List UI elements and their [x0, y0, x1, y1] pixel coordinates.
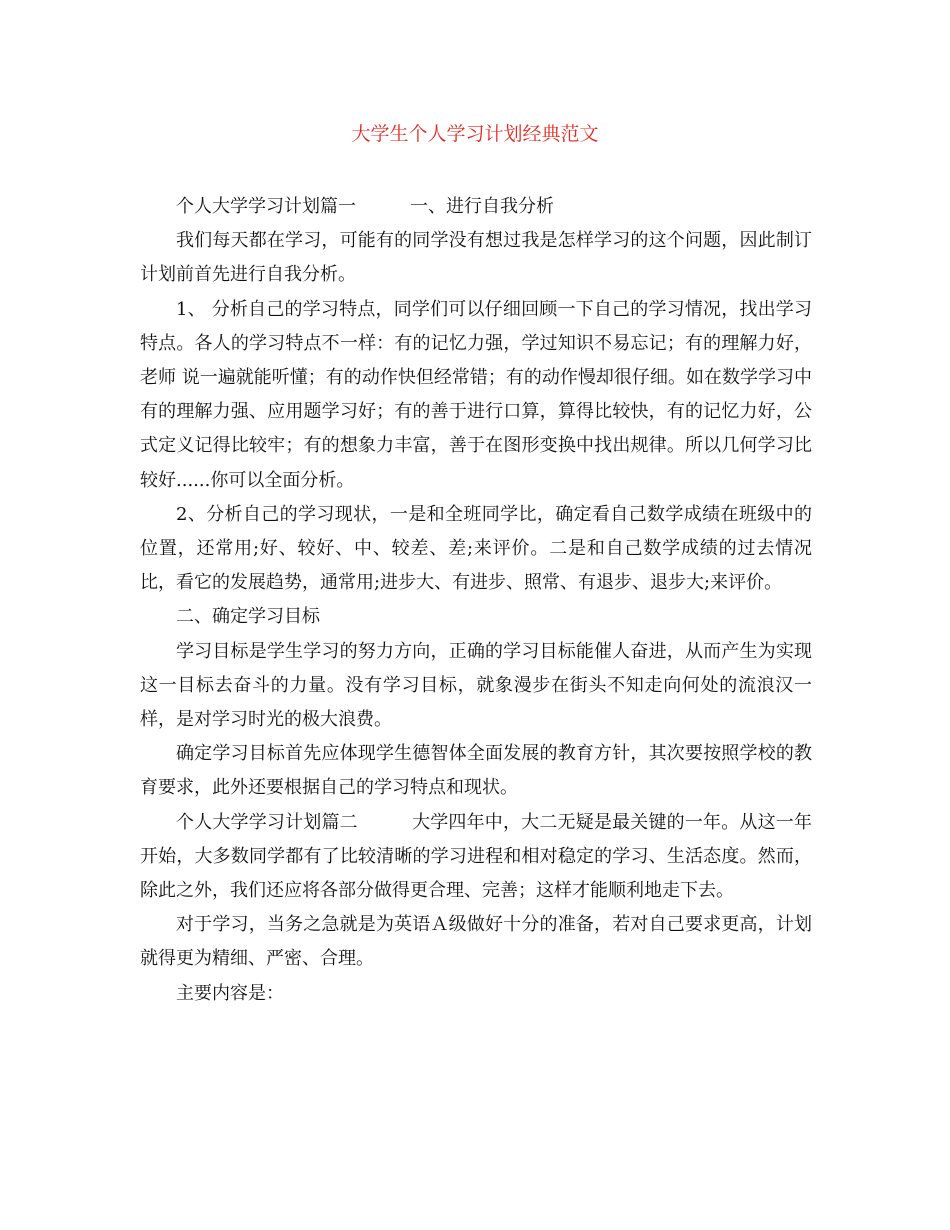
- section-lead: 个人大学学习计划篇二: [176, 811, 358, 833]
- document-title: 大学生个人学习计划经典范文: [351, 123, 599, 145]
- paragraph: 二、确定学习目标: [176, 606, 320, 628]
- paragraph: 1、 分析自己的学习特点，同学们可以仔细回顾一下自己的学习情况，找出学习特点。各人的学习特点不一样：有的记忆力强，学过知识不易忘记；有的理解力好，老师 说一遍就能听懂；有的动作快但经常错；有的动作慢却很仔细。如在数学学习中有的理解力强、应用题学习好；有的善于进行口算，算得比较快，有的记忆力好，公 式定义记得比较牢；有的想象力丰富，善于在图形变换中找出规律。所以几何学习比较好......你可以全面分析。: [140, 298, 812, 491]
- section-lead: 个人大学学习计划篇一: [176, 196, 356, 217]
- paragraph: 我们每天都在学习，可能有的同学没有想过我是怎样学习的这个问题，因此制订计划前首先进行自我分析。: [140, 230, 812, 286]
- paragraph: 2、分析自己的学习现状，一是和全班同学比，确定看自己数学成绩在班级中的位置，还常用;好、较好、中、较差、差;来评价。二是和自己数学成绩的过去情况比，看它的发展趋势，通常用;进步大、有进步、照常、有退步、退步大;来评价。: [140, 503, 812, 594]
- paragraph: 主要内容是：: [176, 982, 284, 1004]
- paragraph: [140, 190, 812, 224]
- paragraph: [140, 806, 812, 909]
- paragraph: 学习目标是学生学习的努力方向，正确的学习目标能催人奋进，从而产生为实现这一目标去奋斗的力量。没有学习目标，就象漫步在街头不知走向何处的流浪汉一样，是对学习时光的极大浪费。: [140, 640, 812, 731]
- paragraph-text: 大学四年中，大二无疑是最关键的一年。从这一年开始，大多数同学都有了比较清晰的学习进程和相对稳定的学习、生活态度。然而，除此之外，我们还应将各部分做得更合理、完善；这样才能顺利地走下去。: [140, 811, 812, 902]
- paragraph: 对于学习，当务之急就是为英语Ａ级做好十分的准备，若对自己要求更高，计划就得更为精细、严密、合理。: [140, 914, 812, 970]
- paragraph: 确定学习目标首先应体现学生德智体全面发展的教育方针，其次要按照学校的教育要求，此外还要根据自己的学习特点和现状。: [140, 743, 812, 799]
- paragraph-text: 一、进行自我分析: [410, 196, 554, 217]
- document-body: [140, 190, 812, 1011]
